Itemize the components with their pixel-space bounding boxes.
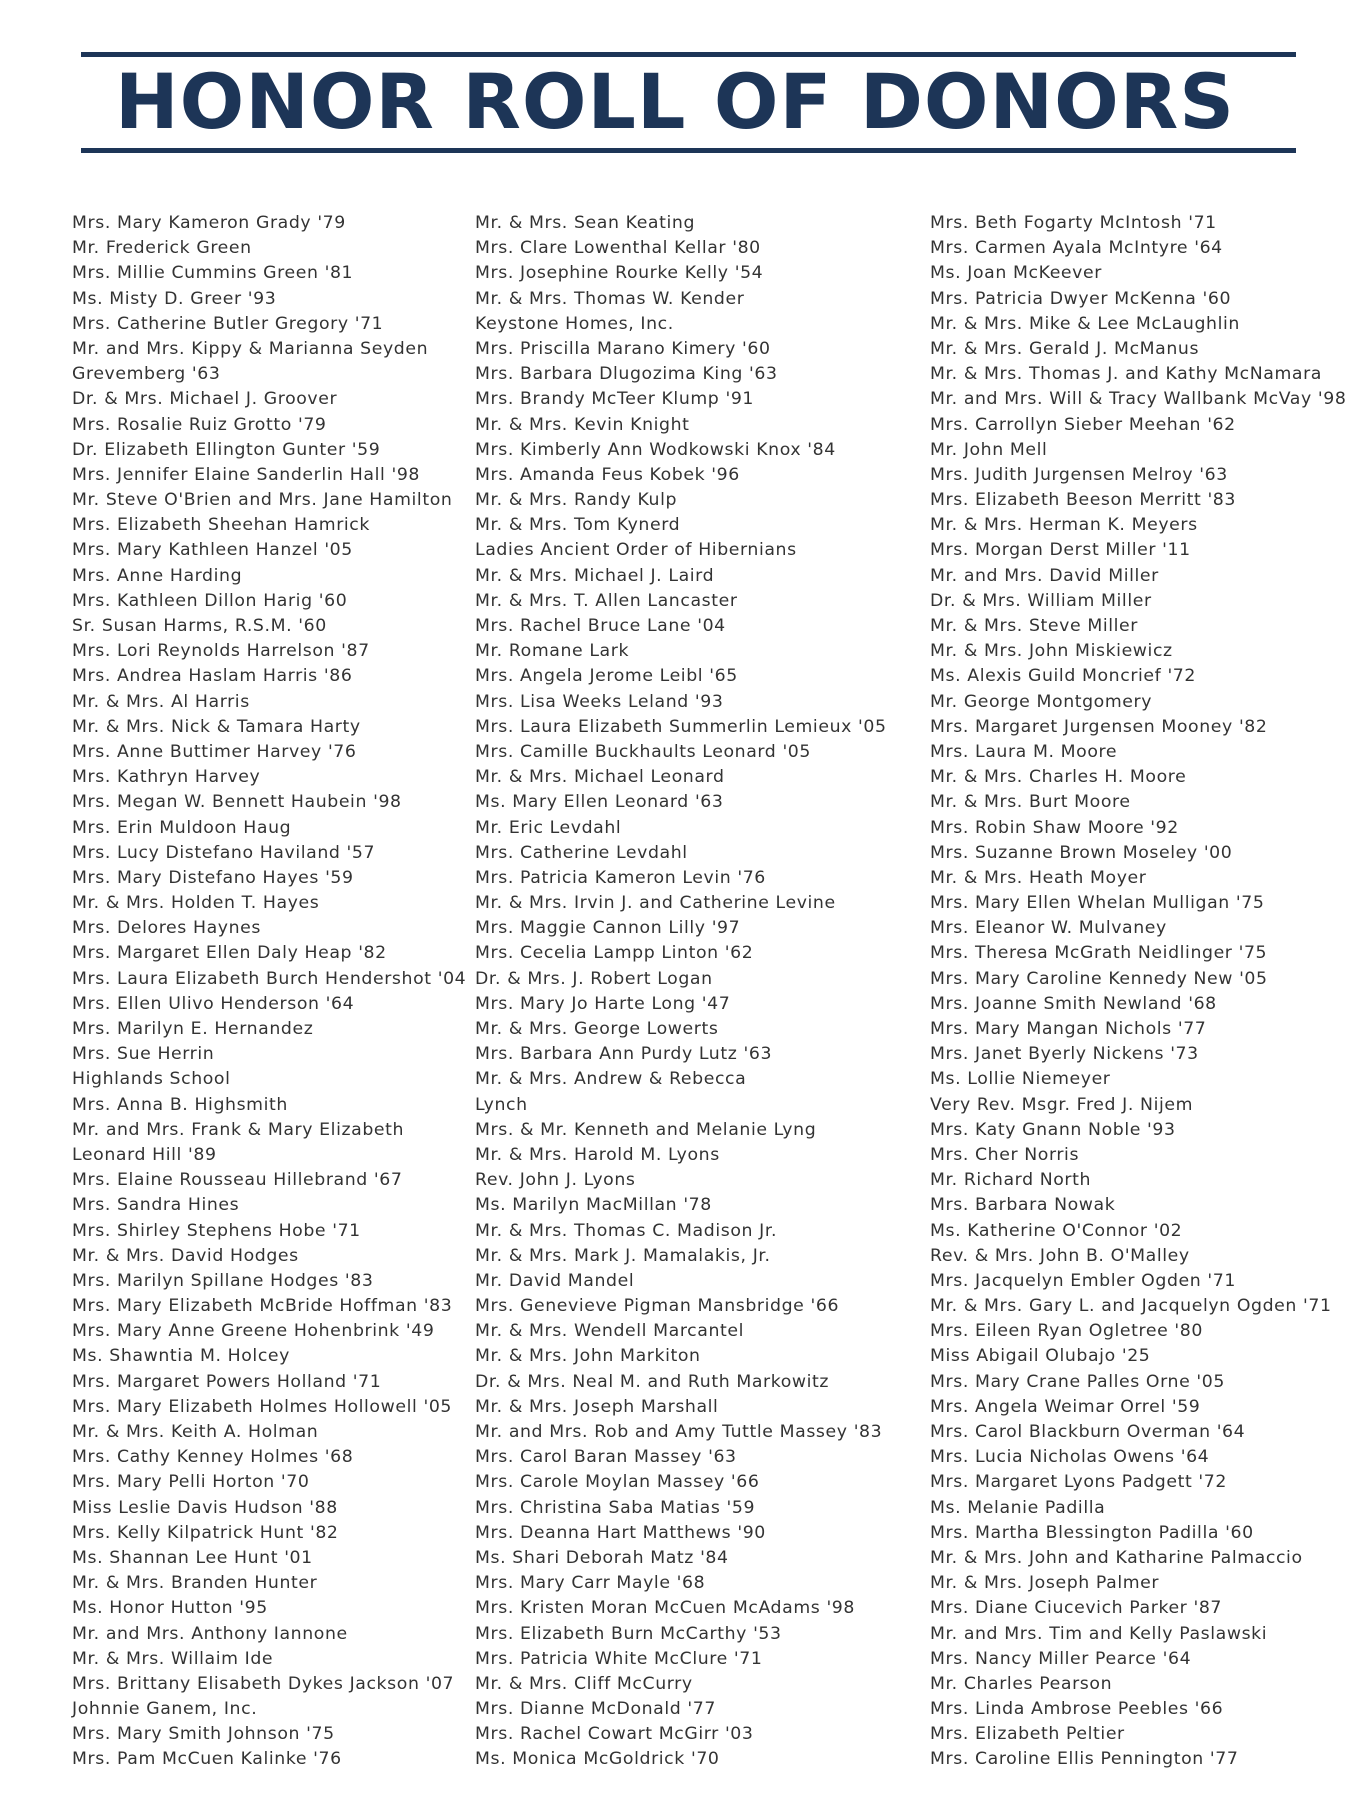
donor-entry: Highlands School <box>72 1069 231 1090</box>
donor-entry: Mrs. Janet Byerly Nickens '73 <box>930 1044 1199 1065</box>
donor-entry: Mr. & Mrs. Nick & Tamara Harty <box>72 716 361 737</box>
donor-entry: Ms. Marilyn MacMillan '78 <box>475 1195 712 1216</box>
donor-entry: Mr. & Mrs. Gary L. and Jacquelyn Ogden '71 <box>930 1296 1332 1317</box>
donor-entry: Mrs. Margaret Ellen Daly Heap '82 <box>72 943 387 964</box>
donor-entry: Mrs. Margaret Lyons Padgett '72 <box>930 1472 1227 1493</box>
donor-entry: Mrs. Lucy Distefano Haviland '57 <box>72 842 376 863</box>
donor-entry: Mrs. Robin Shaw Moore '92 <box>930 817 1179 838</box>
donor-entry: Mrs. Marilyn Spillane Hodges '83 <box>72 1270 374 1291</box>
donor-entry: Mrs. Mary Ellen Whelan Mulligan '75 <box>930 893 1265 914</box>
donor-entry: Ms. Shawntia M. Holcey <box>72 1346 290 1367</box>
donor-entry: Mr. David Mandel <box>475 1270 635 1291</box>
donor-entry: Mr. & Mrs. Mark J. Mamalakis, Jr. <box>475 1245 771 1266</box>
donor-entry: Mrs. Barbara Ann Purdy Lutz '63 <box>475 1044 773 1065</box>
donor-entry: Mrs. Joanne Smith Newland '68 <box>930 993 1217 1014</box>
donor-entry: Mrs. Carrollyn Sieber Meehan '62 <box>930 414 1236 435</box>
donor-entry: Mrs. Lucia Nicholas Owens '64 <box>930 1447 1210 1468</box>
donor-entry: Mrs. Rachel Bruce Lane '04 <box>475 616 726 636</box>
donor-entry: Mrs. Nancy Miller Pearce '64 <box>930 1648 1192 1669</box>
donor-entry: Mrs. Josephine Rourke Kelly '54 <box>475 263 764 284</box>
donor-entry: Mrs. Kathleen Dillon Harig '60 <box>72 590 348 611</box>
donor-entry: Mrs. Millie Cummins Green '81 <box>72 263 354 284</box>
donor-entry: Mrs. Elaine Rousseau Hillebrand '67 <box>72 1170 403 1191</box>
donor-entry: Ladies Ancient Order of Hibernians <box>475 540 797 561</box>
donor-entry: Mr. & Mrs. Heath Moyer <box>930 867 1147 888</box>
donor-entry: Leonard Hill '89 <box>72 1144 217 1165</box>
donor-entry: Mr. and Mrs. Kippy & Marianna Seyden <box>72 338 429 359</box>
donor-entry: Mr. & Mrs. John Markiton <box>475 1346 701 1367</box>
donor-entry: Mrs. Christina Saba Matias '59 <box>475 1497 756 1518</box>
donor-entry: Mrs. Mary Crane Palles Orne '05 <box>930 1371 1225 1392</box>
donor-entry: Mrs. Sue Herrin <box>72 1044 215 1065</box>
donor-entry: Mr. & Mrs. George Lowerts <box>475 1019 719 1039</box>
donor-entry: Mr. & Mrs. Harold M. Lyons <box>475 1144 720 1165</box>
donor-entry: Mrs. Sandra Hines <box>72 1195 240 1216</box>
donor-entry: Mrs. Elizabeth Sheehan Hamrick <box>72 515 371 536</box>
donor-entry: Mrs. Rosalie Ruiz Grotto '79 <box>72 414 327 435</box>
donor-entry: Mr. & Mrs. Tom Kynerd <box>475 515 681 536</box>
donor-entry: Mrs. Camille Buckhaults Leonard '05 <box>475 741 811 762</box>
donor-entry: Mrs. Theresa McGrath Neidlinger '75 <box>930 943 1268 964</box>
donor-entry: Mr. & Mrs. Herman K. Meyers <box>930 515 1198 536</box>
donor-entry: Mrs. Mary Anne Greene Hohenbrink '49 <box>72 1321 435 1342</box>
donor-entry: Mrs. Erin Muldoon Haug <box>72 817 292 838</box>
donor-entry: Rev. John J. Lyons <box>475 1170 636 1191</box>
donor-entry: Mr. George Montgomery <box>930 691 1153 712</box>
donor-entry: Ms. Alexis Guild Moncrief '72 <box>930 666 1196 687</box>
donor-entry: Ms. Katherine O'Connor '02 <box>930 1220 1183 1241</box>
donor-entry: Mrs. Mary Smith Johnson '75 <box>72 1724 335 1745</box>
donor-entry: Mr. & Mrs. John and Katharine Palmaccio <box>930 1547 1303 1568</box>
donor-column-3 <box>930 211 1346 1773</box>
donor-entry: Ms. Shari Deborah Matz '84 <box>475 1547 729 1568</box>
donor-entry: Mrs. Amanda Feus Kobek '96 <box>475 464 740 485</box>
donor-entry: Mr. & Mrs. Joseph Palmer <box>930 1573 1160 1594</box>
donor-entry: Mrs. Eileen Ryan Ogletree '80 <box>930 1321 1203 1342</box>
donor-entry: Mr. Charles Pearson <box>930 1673 1113 1694</box>
donor-entry: Mrs. Ellen Ulivo Henderson '64 <box>72 993 355 1014</box>
donor-entry: Mr. & Mrs. Cliff McCurry <box>475 1673 693 1694</box>
donor-entry: Mrs. Deanna Hart Matthews '90 <box>475 1522 766 1543</box>
donor-entry: Mrs. Jennifer Elaine Sanderlin Hall '98 <box>72 464 421 485</box>
donor-entry: Ms. Joan McKeever <box>930 263 1102 284</box>
donor-entry: Mr. & Mrs. Steve Miller <box>930 616 1138 636</box>
donor-entry: Mrs. Laura Elizabeth Summerlin Lemieux '05 <box>475 716 887 737</box>
donor-entry: Ms. Shannan Lee Hunt '01 <box>72 1547 313 1568</box>
donor-entry: Mrs. Brittany Elisabeth Dykes Jackson '07 <box>72 1673 455 1694</box>
donor-entry: Mr. & Mrs. Charles H. Moore <box>930 767 1187 788</box>
donor-entry: Dr. & Mrs. William Miller <box>930 590 1152 611</box>
donor-entry: Mrs. Delores Haynes <box>72 918 261 939</box>
donor-entry: Mrs. Mary Mangan Nichols '77 <box>930 1019 1207 1039</box>
donor-entry: Mr. & Mrs. Michael Leonard <box>475 767 725 788</box>
donor-entry: Mrs. Carol Blackburn Overman '64 <box>930 1422 1246 1442</box>
donor-entry: Mrs. Cher Norris <box>930 1144 1080 1165</box>
donor-entry: Mrs. Clare Lowenthal Kellar '80 <box>475 238 761 259</box>
title-rule-bottom <box>81 148 1296 153</box>
donor-entry: Johnnie Ganem, Inc. <box>72 1699 258 1720</box>
donor-entry: Mr. and Mrs. Tim and Kelly Paslawski <box>930 1623 1268 1644</box>
donor-entry: Mrs. Patricia Kameron Levin '76 <box>475 867 766 888</box>
donor-entry: Mrs. Elizabeth Beeson Merritt '83 <box>930 490 1236 511</box>
donor-entry: Mrs. Eleanor W. Mulvaney <box>930 918 1167 939</box>
donor-entry: Mrs. & Mr. Kenneth and Melanie Lyng <box>475 1119 817 1140</box>
donor-entry: Ms. Monica McGoldrick '70 <box>475 1749 720 1770</box>
donor-entry: Mr. John Mell <box>930 439 1048 460</box>
donor-entry: Mrs. Anne Buttimer Harvey '76 <box>72 741 357 762</box>
donor-entry: Sr. Susan Harms, R.S.M. '60 <box>72 616 327 636</box>
donor-entry: Lynch <box>475 1094 528 1115</box>
donor-entry: Mrs. Carmen Ayala McIntyre '64 <box>930 238 1223 259</box>
donor-entry: Mrs. Priscilla Marano Kimery '60 <box>475 338 771 359</box>
donor-entry: Mrs. Mary Pelli Horton '70 <box>72 1472 310 1493</box>
donor-entry: Mrs. Cathy Kenney Holmes '68 <box>72 1447 354 1468</box>
donor-entry: Mrs. Kelly Kilpatrick Hunt '82 <box>72 1522 339 1543</box>
donor-entry: Miss Leslie Davis Hudson '88 <box>72 1497 338 1518</box>
donor-entry: Mrs. Kristen Moran McCuen McAdams '98 <box>475 1598 855 1619</box>
donor-entry: Mrs. Carole Moylan Massey '66 <box>475 1472 760 1493</box>
donor-entry: Mrs. Andrea Haslam Harris '86 <box>72 666 353 687</box>
donor-entry: Mrs. Lori Reynolds Harrelson '87 <box>72 641 370 662</box>
donor-entry: Mr. & Mrs. John Miskiewicz <box>930 641 1173 662</box>
donor-entry: Mr. Eric Levdahl <box>475 817 622 838</box>
donor-entry: Mrs. Pam McCuen Kalinke '76 <box>72 1749 342 1770</box>
donor-entry: Mr. & Mrs. Burt Moore <box>930 792 1131 813</box>
donor-entry: Mrs. Mary Distefano Hayes '59 <box>72 867 354 888</box>
donor-entry: Mr. & Mrs. Gerald J. McManus <box>930 338 1200 359</box>
page-title: HONOR ROLL OF DONORS <box>115 57 1235 146</box>
donor-entry: Mr. Romane Lark <box>475 641 630 662</box>
donor-entry: Grevemberg '63 <box>72 364 221 385</box>
donor-entry: Mrs. Beth Fogarty McIntosh '71 <box>930 213 1217 233</box>
donor-entry: Mrs. Dianne McDonald '77 <box>475 1699 716 1720</box>
donor-entry: Mr. & Mrs. Keith A. Holman <box>72 1422 319 1442</box>
donor-entry: Mrs. Elizabeth Burn McCarthy '53 <box>475 1623 782 1644</box>
donor-entry: Ms. Melanie Padilla <box>930 1497 1106 1518</box>
donor-entry: Mrs. Morgan Derst Miller '11 <box>930 540 1191 561</box>
donor-entry: Mrs. Elizabeth Peltier <box>930 1724 1125 1745</box>
donor-entry: Ms. Misty D. Greer '93 <box>72 288 277 309</box>
donor-entry: Ms. Mary Ellen Leonard '63 <box>475 792 724 813</box>
donor-entry: Mr. & Mrs. David Hodges <box>72 1245 299 1266</box>
donor-entry: Mrs. Jacquelyn Embler Ogden '71 <box>930 1270 1236 1291</box>
donor-entry: Mr. & Mrs. Michael J. Laird <box>475 565 715 586</box>
donor-entry: Dr. Elizabeth Ellington Gunter '59 <box>72 439 381 460</box>
donor-entry: Mrs. Rachel Cowart McGirr '03 <box>475 1724 754 1745</box>
donor-entry: Mrs. Linda Ambrose Peebles '66 <box>930 1699 1224 1720</box>
donor-entry: Dr. & Mrs. Michael J. Groover <box>72 389 338 410</box>
donor-entry: Mr. & Mrs. Branden Hunter <box>72 1573 318 1594</box>
donor-entry: Mr. & Mrs. Thomas W. Kender <box>475 288 745 309</box>
donor-entry: Mrs. Caroline Ellis Pennington '77 <box>930 1749 1239 1770</box>
donor-entry: Mr. & Mrs. Irvin J. and Catherine Levine <box>475 893 836 914</box>
donor-entry: Mrs. Barbara Dlugozima King '63 <box>475 364 778 385</box>
donor-entry: Mrs. Shirley Stephens Hobe '71 <box>72 1220 361 1241</box>
donor-entry: Mrs. Mary Kameron Grady '79 <box>72 213 346 233</box>
donor-entry: Mr. & Mrs. Willaim Ide <box>72 1648 274 1669</box>
donor-entry: Mrs. Catherine Butler Gregory '71 <box>72 313 384 334</box>
donor-entry: Mr. & Mrs. Joseph Marshall <box>475 1396 719 1417</box>
donor-entry: Mrs. Martha Blessington Padilla '60 <box>930 1522 1254 1543</box>
donor-entry: Mrs. Megan W. Bennett Haubein '98 <box>72 792 402 813</box>
donor-entry: Mrs. Margaret Powers Holland '71 <box>72 1371 382 1392</box>
donor-column-1 <box>72 211 466 1773</box>
donor-entry: Mr. and Mrs. Rob and Amy Tuttle Massey '83 <box>475 1422 883 1442</box>
donor-entry: Mrs. Judith Jurgensen Melroy '63 <box>930 464 1228 485</box>
donor-entry: Mrs. Kathryn Harvey <box>72 767 261 788</box>
donor-entry: Mr. & Mrs. Wendell Marcantel <box>475 1321 745 1342</box>
donor-entry: Mr. and Mrs. Frank & Mary Elizabeth <box>72 1119 405 1140</box>
donor-entry: Mrs. Angela Weimar Orrel '59 <box>930 1396 1201 1417</box>
donor-entry: Mrs. Patricia Dwyer McKenna '60 <box>930 288 1232 309</box>
donor-entry: Mrs. Suzanne Brown Moseley '00 <box>930 842 1233 863</box>
donor-entry: Mr. & Mrs. Holden T. Hayes <box>72 893 320 914</box>
donor-entry: Mrs. Patricia White McClure '71 <box>475 1648 763 1669</box>
donor-entry: Mr. and Mrs. David Miller <box>930 565 1159 586</box>
donor-entry: Mrs. Mary Kathleen Hanzel '05 <box>72 540 353 561</box>
donor-entry: Mr. & Mrs. Sean Keating <box>475 213 696 233</box>
donor-entry: Mr. & Mrs. Al Harris <box>72 691 250 712</box>
donor-entry: Very Rev. Msgr. Fred J. Nijem <box>930 1094 1194 1115</box>
donor-entry: Mrs. Barbara Nowak <box>930 1195 1116 1216</box>
donor-entry: Mr. and Mrs. Anthony Iannone <box>72 1623 348 1644</box>
donor-entry: Miss Abigail Olubajo '25 <box>930 1346 1151 1367</box>
donor-entry: Mr. & Mrs. Andrew & Rebecca <box>475 1069 747 1090</box>
donor-entry: Mrs. Margaret Jurgensen Mooney '82 <box>930 716 1268 737</box>
donor-entry: Mrs. Kimberly Ann Wodkowski Knox '84 <box>475 439 836 460</box>
donor-entry: Mrs. Marilyn E. Hernandez <box>72 1019 314 1039</box>
donor-entry: Mrs. Mary Jo Harte Long '47 <box>475 993 731 1014</box>
donor-entry: Mrs. Anne Harding <box>72 565 243 586</box>
donor-entry: Ms. Lollie Niemeyer <box>930 1069 1111 1090</box>
donor-entry: Mr. & Mrs. Mike & Lee McLaughlin <box>930 313 1240 334</box>
donor-entry: Mrs. Carol Baran Massey '63 <box>475 1447 737 1468</box>
donor-entry: Mr. & Mrs. Thomas C. Madison Jr. <box>475 1220 778 1241</box>
donor-entry: Mrs. Angela Jerome Leibl '65 <box>475 666 738 687</box>
donor-entry: Mrs. Genevieve Pigman Mansbridge '66 <box>475 1296 840 1317</box>
donor-entry: Mrs. Cecelia Lampp Linton '62 <box>475 943 754 964</box>
donor-entry: Mrs. Mary Caroline Kennedy New '05 <box>930 968 1268 989</box>
donor-entry: Mrs. Mary Elizabeth Holmes Hollowell '05 <box>72 1396 453 1417</box>
donor-entry: Mr. and Mrs. Will & Tracy Wallbank McVay '98 <box>930 389 1347 410</box>
donor-entry: Dr. & Mrs. Neal M. and Ruth Markowitz <box>475 1371 830 1392</box>
donor-entry: Mr. & Mrs. T. Allen Lancaster <box>475 590 738 611</box>
donor-entry: Mrs. Lisa Weeks Leland '93 <box>475 691 724 712</box>
donor-entry: Ms. Honor Hutton '95 <box>72 1598 268 1619</box>
donor-entry: Mr. Steve O'Brien and Mrs. Jane Hamilton <box>72 490 453 511</box>
donor-entry: Dr. & Mrs. J. Robert Logan <box>475 968 713 989</box>
donor-entry: Mrs. Maggie Cannon Lilly '97 <box>475 918 741 939</box>
donor-entry: Mr. & Mrs. Kevin Knight <box>475 414 690 435</box>
donor-entry: Mrs. Brandy McTeer Klump '91 <box>475 389 755 410</box>
donor-column-2 <box>475 211 887 1773</box>
donor-entry: Keystone Homes, Inc. <box>475 313 674 334</box>
donor-entry: Rev. & Mrs. John B. O'Malley <box>930 1245 1190 1266</box>
donor-entry: Mrs. Laura Elizabeth Burch Hendershot '04 <box>72 968 467 989</box>
donor-entry: Mrs. Laura M. Moore <box>930 741 1118 762</box>
donor-entry: Mr. Frederick Green <box>72 238 252 259</box>
donor-entry: Mr. & Mrs. Thomas J. and Kathy McNamara <box>930 364 1322 385</box>
donor-entry: Mrs. Anna B. Highsmith <box>72 1094 288 1115</box>
donor-entry: Mrs. Diane Ciucevich Parker '87 <box>930 1598 1223 1619</box>
donor-entry: Mr. Richard North <box>930 1170 1092 1191</box>
donor-entry: Mrs. Mary Carr Mayle '68 <box>475 1573 706 1594</box>
donor-entry: Mr. & Mrs. Randy Kulp <box>475 490 678 511</box>
donor-entry: Mrs. Mary Elizabeth McBride Hoffman '83 <box>72 1296 453 1317</box>
donor-entry: Mrs. Catherine Levdahl <box>475 842 688 863</box>
donor-entry: Mrs. Katy Gnann Noble '93 <box>930 1119 1176 1140</box>
